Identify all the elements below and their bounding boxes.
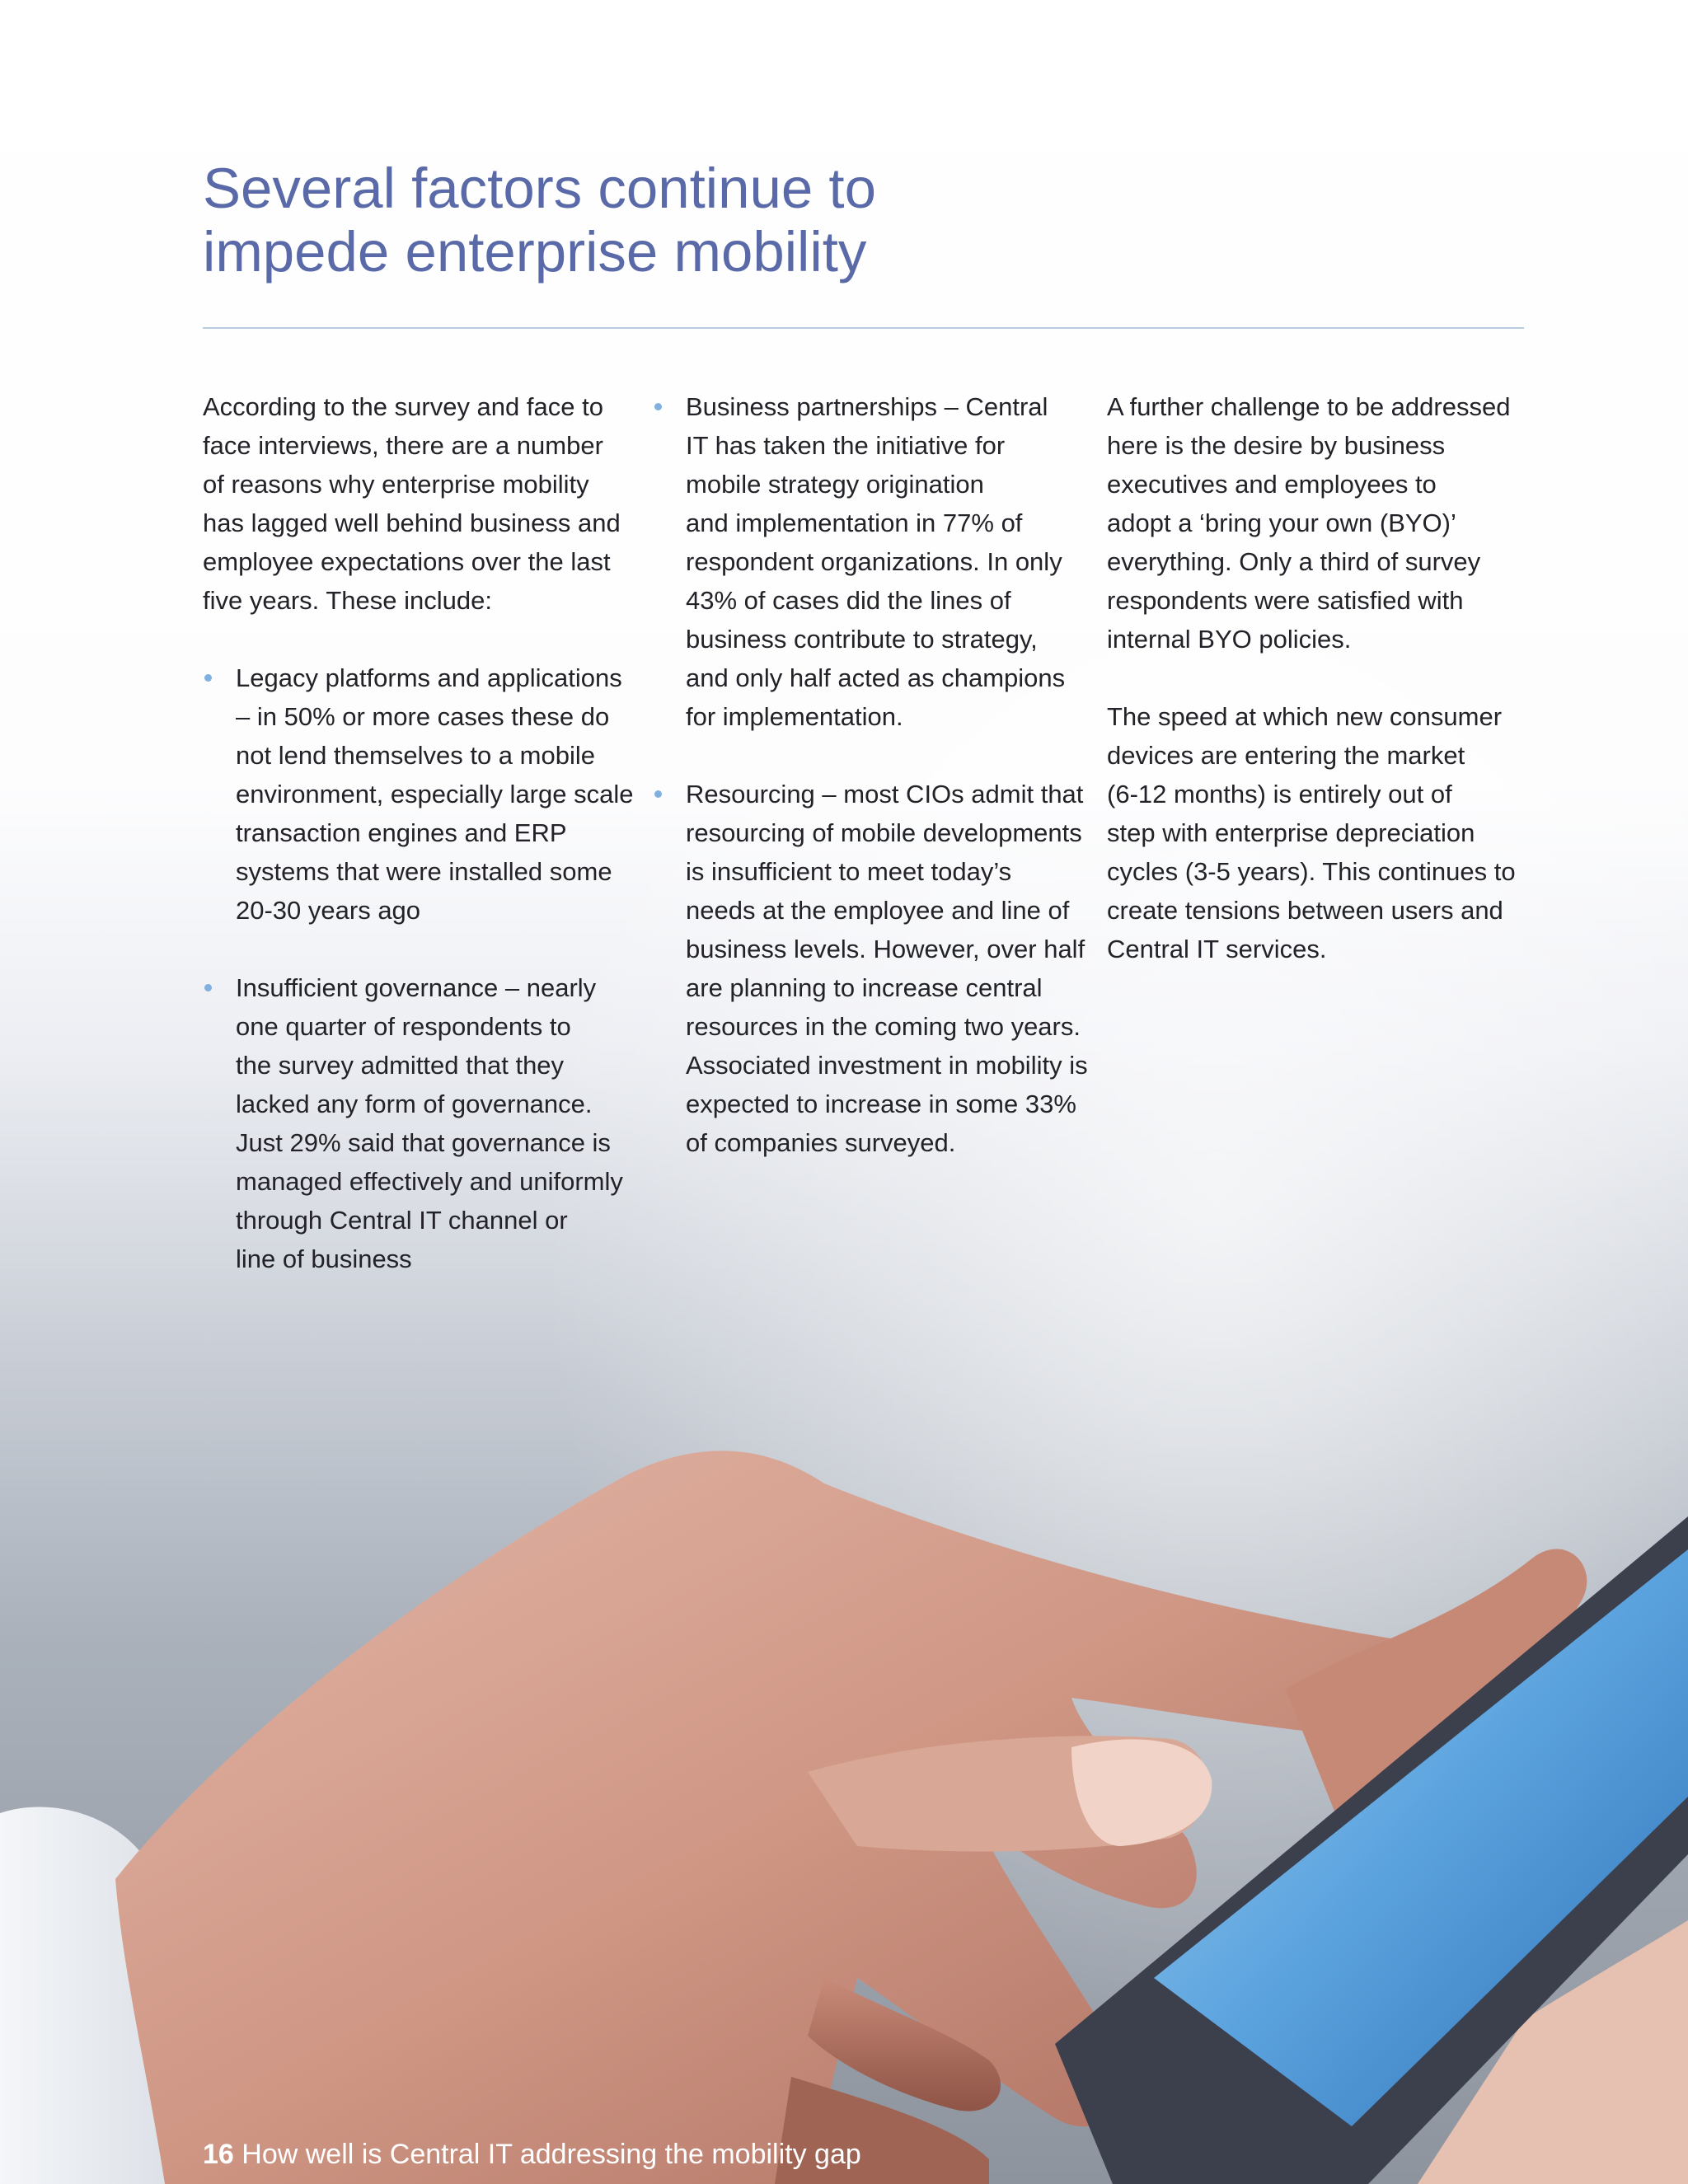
text-line: Just 29% said that governance is <box>236 1128 611 1157</box>
text-line: business contribute to strategy, <box>686 625 1038 654</box>
byo-paragraph <box>1107 387 1536 658</box>
text-line: employee expectations over the last <box>203 547 611 576</box>
title-line-2: impede enterprise mobility <box>203 220 867 284</box>
text-line: is insufficient to meet today’s <box>686 857 1012 886</box>
column-3 <box>1107 387 1536 968</box>
bullet-dot-icon <box>654 790 662 798</box>
text-line: The speed at which new consumer <box>1107 702 1503 731</box>
text-line: – in 50% or more cases these do <box>236 702 610 731</box>
text-line: Associated investment in mobility is <box>686 1051 1088 1080</box>
text-line: lacked any form of governance. <box>236 1090 593 1118</box>
text-line: Central IT services. <box>1107 935 1327 963</box>
text-line: face interviews, there are a number <box>203 431 603 460</box>
text-line: expected to increase in some 33% <box>686 1090 1076 1118</box>
text-line: respondents were satisfied with <box>1107 586 1464 615</box>
footer-title: How well is Central IT addressing the mobility gap <box>241 2139 861 2170</box>
text-line: step with enterprise depreciation <box>1107 818 1475 847</box>
text-line: line of business <box>236 1244 412 1273</box>
text-line: internal BYO policies. <box>1107 625 1352 654</box>
text-line: (6-12 months) is entirely out of <box>1107 780 1452 808</box>
column-2 <box>653 387 1088 1162</box>
text-line: mobile strategy origination <box>686 470 984 499</box>
device-speed-paragraph <box>1107 697 1536 968</box>
text-line: 20-30 years ago <box>236 896 421 925</box>
text-line: Business partnerships – Central <box>686 392 1048 421</box>
page-number: 16 <box>203 2139 234 2170</box>
bullet-dot-icon <box>204 674 212 682</box>
text-line: the survey admitted that they <box>236 1051 565 1080</box>
text-line: one quarter of respondents to <box>236 1012 571 1041</box>
text-line: According to the survey and face to <box>203 392 603 421</box>
page-title <box>203 157 1192 284</box>
text-line: everything. Only a third of survey <box>1107 547 1481 576</box>
text-line: are planning to increase central <box>686 973 1043 1002</box>
text-line: resourcing of mobile developments <box>686 818 1082 847</box>
text-line: IT has taken the initiative for <box>686 431 1006 460</box>
text-line: needs at the employee and line of <box>686 896 1070 925</box>
text-line: not lend themselves to a mobile <box>236 741 595 770</box>
intro-paragraph <box>203 387 631 620</box>
text-line: has lagged well behind business and <box>203 509 621 537</box>
text-line: executives and employees to <box>1107 470 1437 499</box>
text-line: managed effectively and uniformly <box>236 1167 623 1196</box>
text-line: resources in the coming two years. <box>686 1012 1081 1041</box>
text-line: respondent organizations. In only <box>686 547 1062 576</box>
text-line: through Central IT channel or <box>236 1206 568 1235</box>
bullet-dot-icon <box>204 984 212 991</box>
text-line: five years. These include: <box>203 586 492 615</box>
text-line: environment, especially large scale <box>236 780 634 808</box>
text-line: create tensions between users and <box>1107 896 1503 925</box>
column-1 <box>203 387 634 1278</box>
text-line: here is the desire by business <box>1107 431 1446 460</box>
text-line: Resourcing – most CIOs admit that <box>686 780 1084 808</box>
page-footer <box>203 2138 861 2171</box>
text-line: cycles (3-5 years). This continues to <box>1107 857 1516 886</box>
title-divider <box>203 327 1524 329</box>
text-line: adopt a ‘bring your own (BYO)’ <box>1107 509 1456 537</box>
text-line: Legacy platforms and applications <box>236 663 622 692</box>
text-line: business levels. However, over half <box>686 935 1085 963</box>
text-line: transaction engines and ERP <box>236 818 567 847</box>
bullet-dot-icon <box>654 403 662 410</box>
bullet-resourcing <box>653 775 1088 1162</box>
text-line: Insufficient governance – nearly <box>236 973 597 1002</box>
text-line: 43% of cases did the lines of <box>686 586 1011 615</box>
text-line: devices are entering the market <box>1107 741 1465 770</box>
text-line: and only half acted as champions <box>686 663 1066 692</box>
text-line: and implementation in 77% of <box>686 509 1023 537</box>
title-line-1: Several factors continue to <box>203 157 876 220</box>
text-line: systems that were installed some <box>236 857 612 886</box>
bullet-insufficient-governance <box>203 968 631 1278</box>
text-line: of companies surveyed. <box>686 1128 956 1157</box>
text-line: of reasons why enterprise mobility <box>203 470 589 499</box>
bullet-legacy-platforms <box>203 658 634 930</box>
text-line: for implementation. <box>686 702 903 731</box>
bullet-business-partnerships <box>653 387 1081 736</box>
text-line: A further challenge to be addressed <box>1107 392 1511 421</box>
